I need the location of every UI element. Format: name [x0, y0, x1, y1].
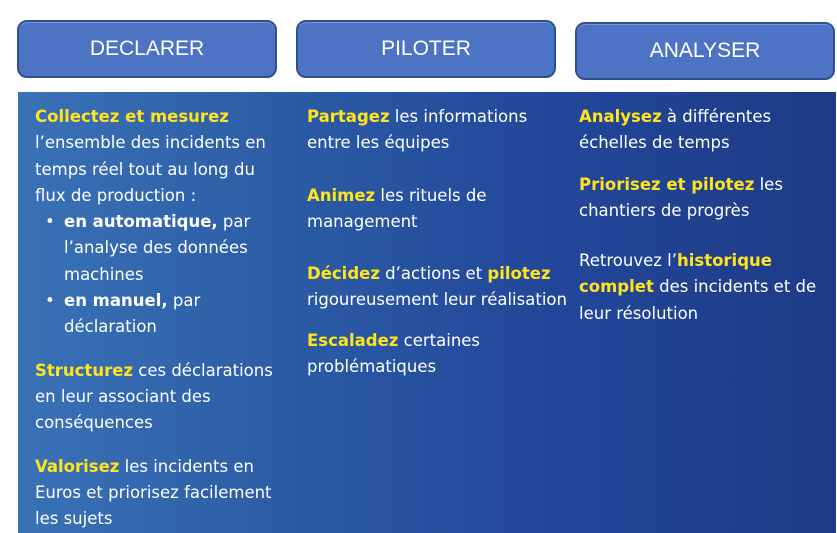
declarer-valorize-text: les incidents en Euros et priorisez facilement les sujets: [35, 456, 272, 529]
tab-declarer-label: DECLARER: [89, 37, 205, 60]
piloter-decide-highlight: Décidez: [307, 264, 380, 284]
bullet-bold-text: en manuel,: [64, 291, 168, 311]
analyser-prioritize-paragraph: [579, 172, 829, 225]
declarer-structure-highlight: Structurez: [35, 360, 134, 380]
tab-analyser[interactable]: [575, 22, 835, 80]
tab-declarer[interactable]: [17, 20, 277, 78]
piloter-decide-text-1: d’actions et: [379, 264, 488, 284]
analyser-prioritize-highlight: Priorisez et pilotez: [579, 174, 755, 194]
declarer-bullet-list: [35, 209, 290, 340]
piloter-column: [307, 104, 567, 380]
analyser-prioritize-text: les chantiers de progrès: [579, 174, 783, 220]
piloter-decide-text-2: rigoureusement leur réalisation: [307, 290, 567, 310]
bullet-bold-text: en automatique,: [64, 212, 218, 232]
list-item: [64, 209, 290, 288]
analyser-history-text-2: des incidents et de leur résolution: [579, 277, 817, 323]
analyser-column: [579, 104, 829, 327]
piloter-escalate-paragraph: [307, 328, 567, 381]
content-panel: [18, 92, 836, 533]
piloter-escalate-text: certaines problématiques: [307, 330, 481, 377]
piloter-escalate-highlight: Escaladez: [307, 330, 399, 350]
analyser-analyze-paragraph: [579, 104, 829, 157]
analyser-history-text-1: Retrouvez l’: [579, 251, 677, 271]
bullet-text: par l’analyse des données machines: [64, 212, 251, 284]
piloter-share-text: les informations entre les équipes: [307, 107, 528, 153]
piloter-decide-paragraph: [307, 261, 567, 314]
analyser-analyze-highlight: Analysez: [579, 107, 662, 126]
tab-piloter-label: PILOTER: [381, 37, 471, 60]
declarer-structure-paragraph: [35, 358, 290, 437]
bullet-text: par déclaration: [64, 291, 201, 337]
declarer-collect-text: l’ensemble des incidents en temps réel tout au long du flux de production :: [35, 133, 266, 205]
declarer-structure-text: ces déclarations en leur associant des conséquences: [35, 360, 273, 433]
piloter-animate-paragraph: [307, 183, 567, 236]
analyser-history-paragraph: [579, 248, 829, 327]
declarer-collect-highlight: Collectez et mesurez: [35, 107, 229, 126]
list-item: [64, 288, 290, 341]
declarer-column: [35, 104, 290, 532]
analyser-analyze-text: à différentes échelles de temps: [579, 107, 772, 153]
piloter-decide-highlight-2: pilotez: [487, 264, 551, 284]
declarer-collect-paragraph: [35, 104, 290, 209]
piloter-share-paragraph: [307, 104, 567, 157]
declarer-valorize-paragraph: [35, 454, 290, 533]
tab-piloter[interactable]: [296, 20, 556, 78]
piloter-animate-highlight: Animez: [307, 185, 376, 205]
piloter-animate-text: les rituels de management: [307, 185, 487, 231]
analyser-history-highlight: historique complet: [579, 251, 772, 297]
piloter-share-highlight: Partagez: [307, 107, 390, 126]
tab-analyser-label: ANALYSER: [649, 39, 761, 62]
declarer-valorize-highlight: Valorisez: [35, 456, 120, 476]
